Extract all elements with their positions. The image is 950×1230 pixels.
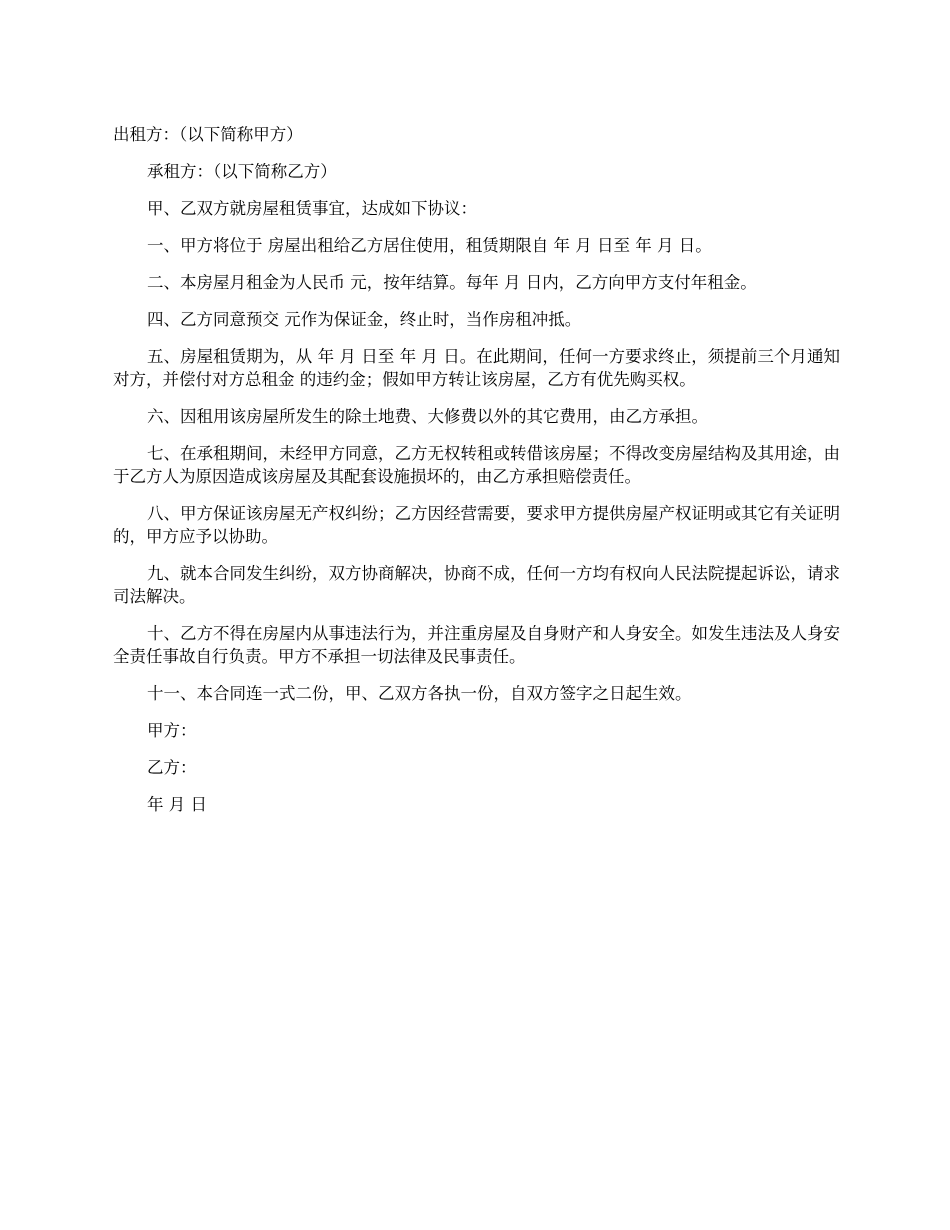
- document-page: [113, 123, 840, 830]
- party-a-signature: 甲方：: [147, 721, 197, 740]
- clause-10: 十、乙方不得在房屋内从事违法行为，并注重房屋及自身财产和人身安全。如发生违法及人身安全责任事故自行负责。甲方不承担一切法律及民事责任。: [113, 624, 840, 666]
- clause-2: 二、本房屋月租金为人民币 元，按年结算。每年 月 日内，乙方向甲方支付年租金。: [147, 273, 757, 292]
- agreement-intro: 甲、乙双方就房屋租赁事宜，达成如下协议：: [147, 199, 477, 218]
- clause-1: 一、甲方将位于 房屋出租给乙方居住使用，租赁期限自 年 月 日至 年 月 日。: [147, 236, 712, 255]
- lessor-line: 出租方：（以下简称甲方）: [113, 125, 303, 144]
- party-b-signature: 乙方：: [147, 758, 197, 777]
- clause-8: 八、甲方保证该房屋无产权纠纷；乙方因经营需要，要求甲方提供房屋产权证明或其它有关证明的，甲方应予以协助。: [113, 504, 840, 546]
- clause-5: 五、房屋租赁期为，从 年 月 日至 年 月 日。在此期间，任何一方要求终止，须提前三个月通知对方，并偿付对方总租金 的违约金；假如甲方转让该房屋，乙方有优先购买权。: [113, 347, 840, 389]
- lessee-line: 承租方：（以下简称乙方）: [147, 162, 337, 181]
- clause-6: 六、因租用该房屋所发生的除土地费、大修费以外的其它费用，由乙方承担。: [147, 407, 708, 426]
- signing-date: 年 月 日: [147, 795, 207, 814]
- clause-7: 七、在承租期间，未经甲方同意，乙方无权转租或转借该房屋；不得改变房屋结构及其用途，由于乙方人为原因造成该房屋及其配套设施损坏的，由乙方承担赔偿责任。: [113, 444, 840, 486]
- clause-11: 十一、本合同连一式二份，甲、乙双方各执一份，自双方签字之日起生效。: [147, 684, 692, 703]
- clause-4: 四、乙方同意预交 元作为保证金，终止时，当作房租冲抵。: [147, 310, 582, 329]
- clause-9: 九、就本合同发生纠纷，双方协商解决，协商不成，任何一方均有权向人民法院提起诉讼，请求司法解决。: [113, 564, 840, 606]
